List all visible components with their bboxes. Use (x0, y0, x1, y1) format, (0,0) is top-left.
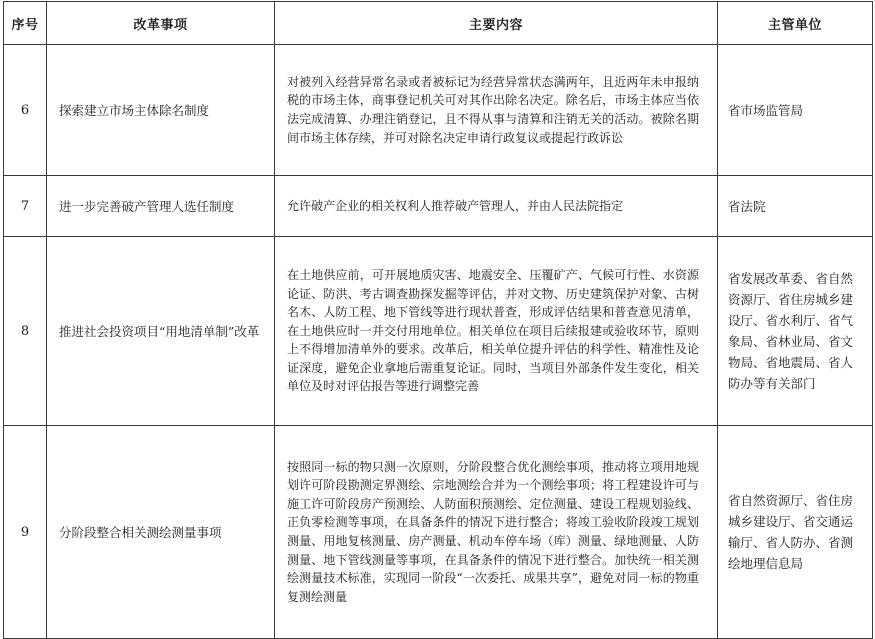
row-reform-item: 推进社会投资项目“用地清单制”改革 (47, 237, 275, 426)
row-responsible-unit: 省法院 (718, 176, 873, 237)
row-main-content: 对被列入经营异常名录或者被标记为经营异常状态满两年，且近两年未申报纳税的市场主体，商事登记机关可对其作出除名决定。除名后，市场主体应当依法完成清算、办理注销登记，且不得从事与清算和注销无关的活动。被除名期间市场主体存续，并可对除名决定申请行政复议或提起行政诉讼 (275, 45, 718, 176)
row-reform-item: 探索建立市场主体除名制度 (47, 45, 275, 176)
table-row (4, 176, 873, 237)
table-header-row (4, 2, 873, 45)
column-header-seq: 序号 (4, 2, 47, 45)
table-row (4, 45, 873, 176)
table-row (4, 237, 873, 426)
reform-items-table (3, 1, 873, 639)
row-reform-item: 分阶段整合相关测绘测量事项 (47, 426, 275, 639)
row-responsible-unit: 省发展改革委、省自然资源厅、省住房城乡建设厅、省水利厅、省气象局、省林业局、省文物局、省地震局、省人防办等有关部门 (718, 237, 873, 426)
row-seq: 8 (4, 237, 47, 426)
table-row (4, 426, 873, 639)
column-header-content: 主要内容 (275, 2, 718, 45)
column-header-owner: 主管单位 (718, 2, 873, 45)
row-main-content: 允许破产企业的相关权利人推荐破产管理人，并由人民法院指定 (275, 176, 718, 237)
row-reform-item: 进一步完善破产管理人选任制度 (47, 176, 275, 237)
row-seq: 9 (4, 426, 47, 639)
column-header-item: 改革事项 (47, 2, 275, 45)
row-responsible-unit: 省自然资源厅、省住房城乡建设厅、省交通运输厅、省人防办、省测绘地理信息局 (718, 426, 873, 639)
row-main-content: 按照同一标的物只测一次原则，分阶段整合优化测绘事项，推动将立项用地规划许可阶段勘测定界测绘、宗地测绘合并为一个测绘事项；将工程建设许可与施工许可阶段房产预测绘、人防面积预测绘、定位测量、建设工程规划验线、正负零检测等事项，在具备条件的情况下进行整合；将竣工验收阶段竣工规划测量、用地复核测量、房产测量、机动车停车场（库）测量、绿地测量、人防测量、地下管线测量等事项，在具备条件的情况下进行整合。加快统一相关测绘测量技术标准，实现同一阶段“一次委托、成果共享”，避免对同一标的物重复测绘测量 (275, 426, 718, 639)
row-seq: 6 (4, 45, 47, 176)
row-responsible-unit: 省市场监管局 (718, 45, 873, 176)
row-seq: 7 (4, 176, 47, 237)
row-main-content: 在土地供应前，可开展地质灾害、地震安全、压覆矿产、气候可行性、水资源论证、防洪、考古调查勘探发掘等评估，并对文物、历史建筑保护对象、古树名木、人防工程、地下管线等进行现状普查，形成评估结果和普查意见清单，在土地供应时一并交付用地单位。相关单位在项目后续报建或验收环节，原则上不得增加清单外的要求。改革后，相关单位提升评估的科学性、精准性及论证深度，避免企业拿地后需重复论证。同时，当项目外部条件发生变化，相关单位及时对评估报告等进行调整完善 (275, 237, 718, 426)
